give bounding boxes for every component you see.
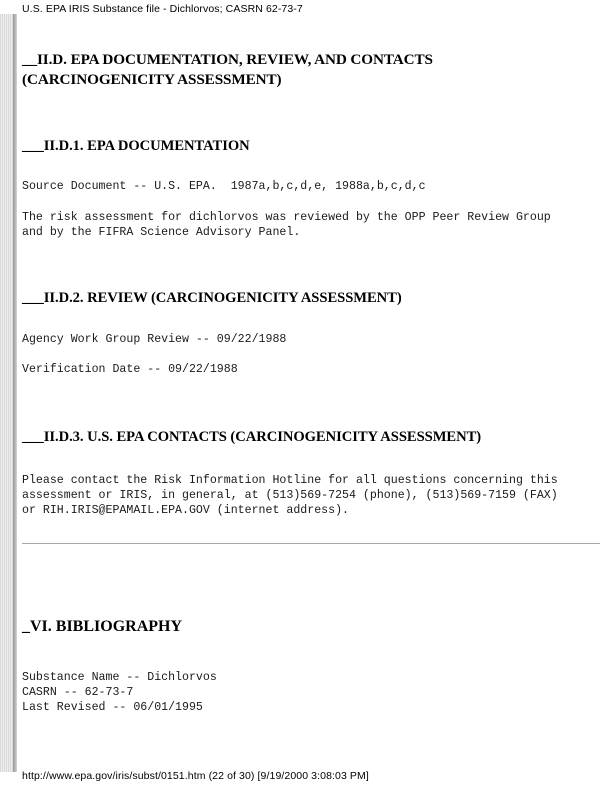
casrn-line: CASRN -- 62-73-7 [22,686,134,699]
source-document-line: Source Document -- U.S. EPA. 1987a,b,c,d,e, 1988a,b,c,d,c [22,180,426,193]
heading-section-ii-d: __II.D. EPA DOCUMENTATION, REVIEW, AND CONTACTS (CARCINOGENICITY ASSESSMENT) [22,51,433,88]
heading-section-ii-d-1: ___II.D.1. EPA DOCUMENTATION [22,138,250,154]
browser-page-footer: http://www.epa.gov/iris/subst/0151.htm (22 of 30) [9/19/2000 3:08:03 PM] [22,770,369,782]
contact-hotline-line-2: assessment or IRIS, in general, at (513)569-7254 (phone), (513)569-7159 (FAX) [22,489,558,502]
left-gutter-edge [13,14,17,772]
agency-work-group-review-line: Agency Work Group Review -- 09/22/1988 [22,333,287,346]
verification-date-line: Verification Date -- 09/22/1988 [22,363,238,376]
risk-assessment-review-line-1: The risk assessment for dichlorvos was reviewed by the OPP Peer Review Group [22,211,551,224]
contact-hotline-line-3: or RIH.IRIS@EPAMAIL.EPA.GOV (internet address). [22,504,349,517]
heading-section-ii-d-2: ___II.D.2. REVIEW (CARCINOGENICITY ASSESSMENT) [22,290,402,306]
last-revised-line: Last Revised -- 06/01/1995 [22,701,203,714]
heading-section-ii-d-3: ___II.D.3. U.S. EPA CONTACTS (CARCINOGENICITY ASSESSMENT) [22,429,482,445]
substance-name-line: Substance Name -- Dichlorvos [22,671,217,684]
heading-section-vi-bibliography: _VI. BIBLIOGRAPHY [22,618,183,635]
browser-page-header: U.S. EPA IRIS Substance file - Dichlorvos; CASRN 62-73-7 [22,3,303,15]
section-divider-rule [22,543,600,544]
left-gutter-strip [0,14,14,772]
contact-hotline-line-1: Please contact the Risk Information Hotline for all questions concerning this [22,474,558,487]
risk-assessment-review-line-2: and by the FIFRA Science Advisory Panel. [22,226,301,239]
